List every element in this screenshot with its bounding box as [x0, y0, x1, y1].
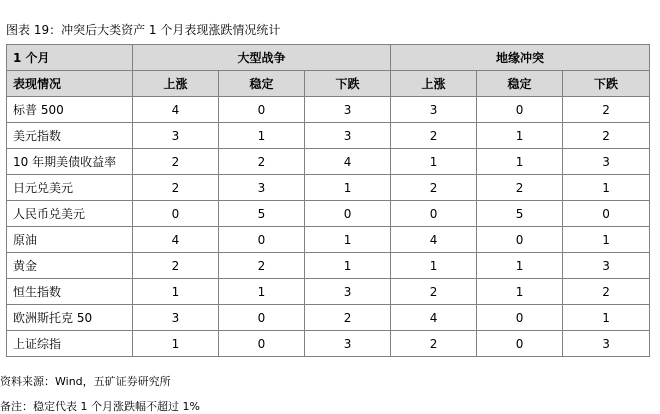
count-cell: 1 [305, 175, 391, 201]
count-cell: 0 [219, 227, 305, 253]
count-cell: 3 [305, 331, 391, 357]
col-header-down: 下跌 [305, 71, 391, 97]
count-cell: 3 [563, 331, 650, 357]
count-cell: 4 [391, 305, 477, 331]
count-cell: 4 [305, 149, 391, 175]
count-cell: 2 [477, 175, 563, 201]
table-row [7, 305, 650, 331]
count-cell: 1 [133, 331, 219, 357]
count-cell: 4 [133, 227, 219, 253]
count-cell: 3 [391, 97, 477, 123]
asset-name-cell: 10 年期美债收益率 [7, 149, 133, 175]
count-cell: 3 [305, 97, 391, 123]
count-cell: 1 [391, 149, 477, 175]
count-cell: 0 [477, 305, 563, 331]
table-row [7, 253, 650, 279]
count-cell: 1 [477, 123, 563, 149]
count-cell: 2 [219, 149, 305, 175]
asset-name-cell: 上证综指 [7, 331, 133, 357]
table-row [7, 201, 650, 227]
table-row [7, 279, 650, 305]
col-header-down: 下跌 [563, 71, 650, 97]
count-cell: 1 [133, 279, 219, 305]
col-header-stable: 稳定 [477, 71, 563, 97]
period-header: 1 个月 [7, 45, 133, 71]
count-cell: 3 [305, 279, 391, 305]
count-cell: 3 [133, 123, 219, 149]
count-cell: 1 [477, 279, 563, 305]
asset-performance-table [6, 44, 650, 357]
col-header-up: 上涨 [133, 71, 219, 97]
asset-name-cell: 黄金 [7, 253, 133, 279]
count-cell: 0 [563, 201, 650, 227]
count-cell: 3 [133, 305, 219, 331]
count-cell: 1 [219, 279, 305, 305]
asset-name-cell: 美元指数 [7, 123, 133, 149]
count-cell: 2 [219, 253, 305, 279]
col-header-up: 上涨 [391, 71, 477, 97]
asset-name-cell: 欧洲斯托克 50 [7, 305, 133, 331]
header-row-groups [7, 45, 650, 71]
count-cell: 1 [477, 149, 563, 175]
count-cell: 2 [563, 97, 650, 123]
table-body [7, 97, 650, 357]
group-header-war: 大型战争 [133, 45, 391, 71]
count-cell: 2 [133, 175, 219, 201]
col-header-stable: 稳定 [219, 71, 305, 97]
count-cell: 1 [219, 123, 305, 149]
table-row [7, 97, 650, 123]
count-cell: 0 [133, 201, 219, 227]
count-cell: 2 [563, 279, 650, 305]
count-cell: 0 [219, 97, 305, 123]
row-label-header: 表现情况 [7, 71, 133, 97]
asset-name-cell: 日元兑美元 [7, 175, 133, 201]
table-row [7, 175, 650, 201]
count-cell: 0 [219, 305, 305, 331]
group-header-conflict: 地缘冲突 [391, 45, 650, 71]
count-cell: 2 [133, 149, 219, 175]
count-cell: 0 [477, 331, 563, 357]
count-cell: 1 [477, 253, 563, 279]
asset-name-cell: 恒生指数 [7, 279, 133, 305]
count-cell: 5 [219, 201, 305, 227]
count-cell: 4 [133, 97, 219, 123]
header-row-columns [7, 71, 650, 97]
count-cell: 2 [391, 279, 477, 305]
count-cell: 2 [305, 305, 391, 331]
count-cell: 2 [391, 123, 477, 149]
count-cell: 4 [391, 227, 477, 253]
count-cell: 1 [305, 253, 391, 279]
count-cell: 0 [477, 97, 563, 123]
count-cell: 2 [133, 253, 219, 279]
source-note: 资料来源：Wind，五矿证券研究所 [0, 375, 171, 388]
table-row [7, 331, 650, 357]
asset-name-cell: 人民币兑美元 [7, 201, 133, 227]
asset-name-cell: 原油 [7, 227, 133, 253]
count-cell: 1 [563, 305, 650, 331]
count-cell: 3 [563, 253, 650, 279]
footnote: 备注：稳定代表 1 个月涨跌幅不超过 1% [0, 400, 200, 413]
count-cell: 1 [563, 227, 650, 253]
count-cell: 0 [305, 201, 391, 227]
count-cell: 0 [477, 227, 563, 253]
table-row [7, 149, 650, 175]
count-cell: 3 [219, 175, 305, 201]
count-cell: 2 [391, 331, 477, 357]
count-cell: 5 [477, 201, 563, 227]
count-cell: 2 [563, 123, 650, 149]
table-caption: 图表 19：冲突后大类资产 1 个月表现涨跌情况统计 [6, 23, 281, 37]
table-row [7, 123, 650, 149]
count-cell: 2 [391, 175, 477, 201]
table-row [7, 227, 650, 253]
count-cell: 1 [391, 253, 477, 279]
count-cell: 0 [391, 201, 477, 227]
count-cell: 3 [563, 149, 650, 175]
count-cell: 0 [219, 331, 305, 357]
count-cell: 1 [305, 227, 391, 253]
count-cell: 1 [563, 175, 650, 201]
asset-name-cell: 标普 500 [7, 97, 133, 123]
count-cell: 3 [305, 123, 391, 149]
